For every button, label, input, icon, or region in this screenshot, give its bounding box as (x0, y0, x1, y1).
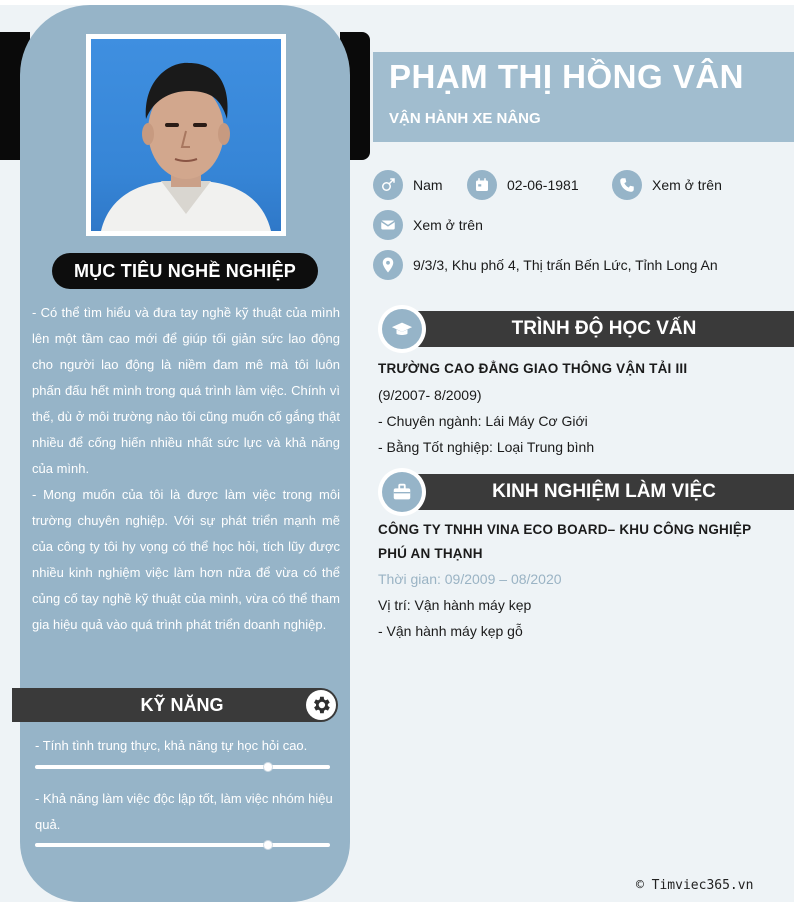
skill-item-1: - Tính tình trung thực, khả năng tự học hỏi cao. (35, 738, 308, 753)
phone-icon (612, 170, 642, 200)
birthday-value: 02-06-1981 (507, 177, 579, 193)
objective-text (32, 300, 340, 638)
gender-value: Nam (413, 177, 443, 193)
email-icon (373, 210, 403, 240)
education-icon-badge (378, 305, 426, 353)
skill-item-2: - Khả năng làm việc độc lập tốt, làm việc nhóm hiệu quả. (35, 791, 333, 832)
experience-period: Thời gian: 09/2009 – 08/2020 (378, 571, 562, 587)
experience-role: Vị trí: Vận hành máy kẹp (378, 597, 532, 613)
experience-content (378, 518, 783, 644)
name-header (373, 52, 794, 142)
education-header: TRÌNH ĐỘ HỌC VẤN (400, 311, 794, 347)
education-degree: - Bằng Tốt nghiệp: Loại Trung bình (378, 439, 595, 455)
company-name: CÔNG TY TNHH VINA ECO BOARD– KHU CÔNG NGHIỆP PHÚ AN THẠNH (378, 522, 752, 561)
email-value: Xem ở trên (413, 217, 483, 233)
skill-level-knob-2 (263, 840, 273, 850)
gender-icon (373, 170, 403, 200)
education-major: - Chuyên ngành: Lái Máy Cơ Giới (378, 413, 588, 429)
calendar-icon (467, 170, 497, 200)
skills-title: KỸ NĂNG (140, 694, 224, 715)
skill-level-knob-1 (263, 762, 273, 772)
photo-image (91, 39, 281, 231)
address-value: 9/3/3, Khu phố 4, Thị trấn Bến Lức, Tỉnh Long An (413, 257, 718, 273)
graduation-cap-icon (382, 309, 422, 349)
briefcase-icon (382, 472, 422, 512)
objective-paragraph-1: - Có thể tìm hiểu và đưa tay nghề kỹ thuật của mình lên một tầm cao mới để giúp tối giản sức lao động cho người lao động là niềm đam mê mà tôi luôn phấn đấu hết mình trong quá trình làm việc. Chính vì thế, dù ở môi trường nào tôi cũng muốn cố gắng thật nhiều để cống hiến nhiều nhất sức lực và khả năng của mình. (32, 305, 340, 476)
candidate-name: PHẠM THỊ HỒNG VÂN (389, 58, 744, 95)
person-silhouette-icon (91, 39, 281, 231)
experience-duty: - Vận hành máy kẹp gỗ (378, 623, 523, 639)
phone-value: Xem ở trên (652, 177, 722, 193)
candidate-position: VẬN HÀNH XE NÂNG (389, 110, 541, 127)
experience-header: KINH NGHIỆM LÀM VIỆC (400, 474, 794, 510)
school-name: TRƯỜNG CAO ĐẲNG GIAO THÔNG VẬN TẢI III (378, 361, 688, 376)
objective-heading: MỤC TIÊU NGHỀ NGHIỆP (52, 253, 318, 289)
education-content (378, 356, 783, 460)
location-icon (373, 250, 403, 280)
gear-icon (306, 690, 336, 720)
skill-bar-1 (35, 765, 330, 769)
objective-paragraph-2: - Mong muốn của tôi là được làm việc trong môi trường chuyên nghiệp. Với sự phát triển mạnh mẽ của công ty tôi hy vọng có thể học hỏi, tích lũy được nhiều kinh nghiệm việc làm hơn nữa để vừa có thể củng cố tay nghề kỹ thuật của mình, vừa có thể tham gia hiệu quả vào quá trình phát triển doanh nghiệp. (32, 487, 340, 632)
education-period: (9/2007- 8/2009) (378, 387, 482, 403)
footer-watermark: © Timviec365.vn (636, 878, 754, 893)
skills-header (12, 688, 338, 722)
profile-photo (86, 34, 286, 236)
skill-bar-2 (35, 843, 330, 847)
experience-icon-badge (378, 468, 426, 516)
